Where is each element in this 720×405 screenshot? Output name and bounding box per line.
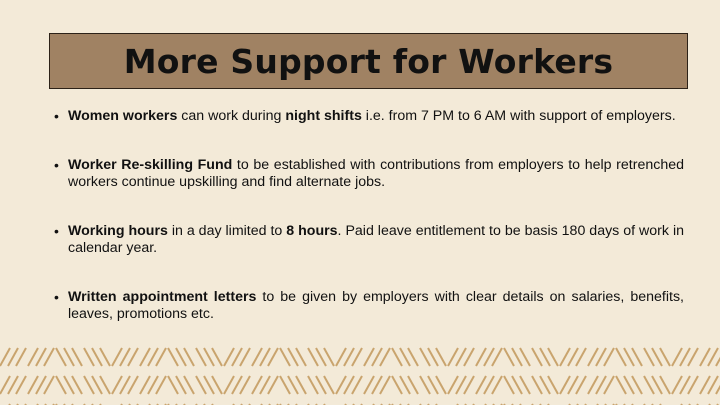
bullet-item	[54, 289, 684, 323]
bullet-bold-text: night shifts	[285, 108, 362, 124]
bullet-text: to be established with contributions from employers to help retrenched workers continue upskilling and find alternate jobs.	[68, 157, 684, 190]
bullet-text: can work during	[177, 108, 286, 124]
bullet-bold-text: 8 hours	[286, 223, 338, 239]
bullet-bold-text: Worker Re-skilling Fund	[68, 157, 233, 173]
bullet-text: . Paid leave entitlement to be basis 180 days of work in calendar year.	[68, 223, 684, 256]
bullet-item	[54, 223, 684, 257]
bullet-text: i.e. from 7 PM to 6 AM with support of employers.	[361, 108, 676, 124]
bullet-bold-text: Written appointment letters	[68, 289, 257, 305]
title-banner	[49, 33, 688, 89]
slide-title: More Support for Workers	[123, 41, 614, 81]
bullet-bold-text: Women workers	[68, 108, 178, 124]
bullet-item	[54, 157, 684, 191]
bullet-item	[54, 108, 684, 125]
bullet-text: in a day limited to	[167, 223, 287, 239]
diagonal-hatch-pattern	[0, 340, 720, 405]
bullet-text: to be given by employers with clear details on salaries, benefits, leaves, promotions etc.	[68, 289, 684, 322]
bullet-bold-text: Working hours	[68, 223, 168, 239]
bullet-list	[54, 108, 684, 355]
